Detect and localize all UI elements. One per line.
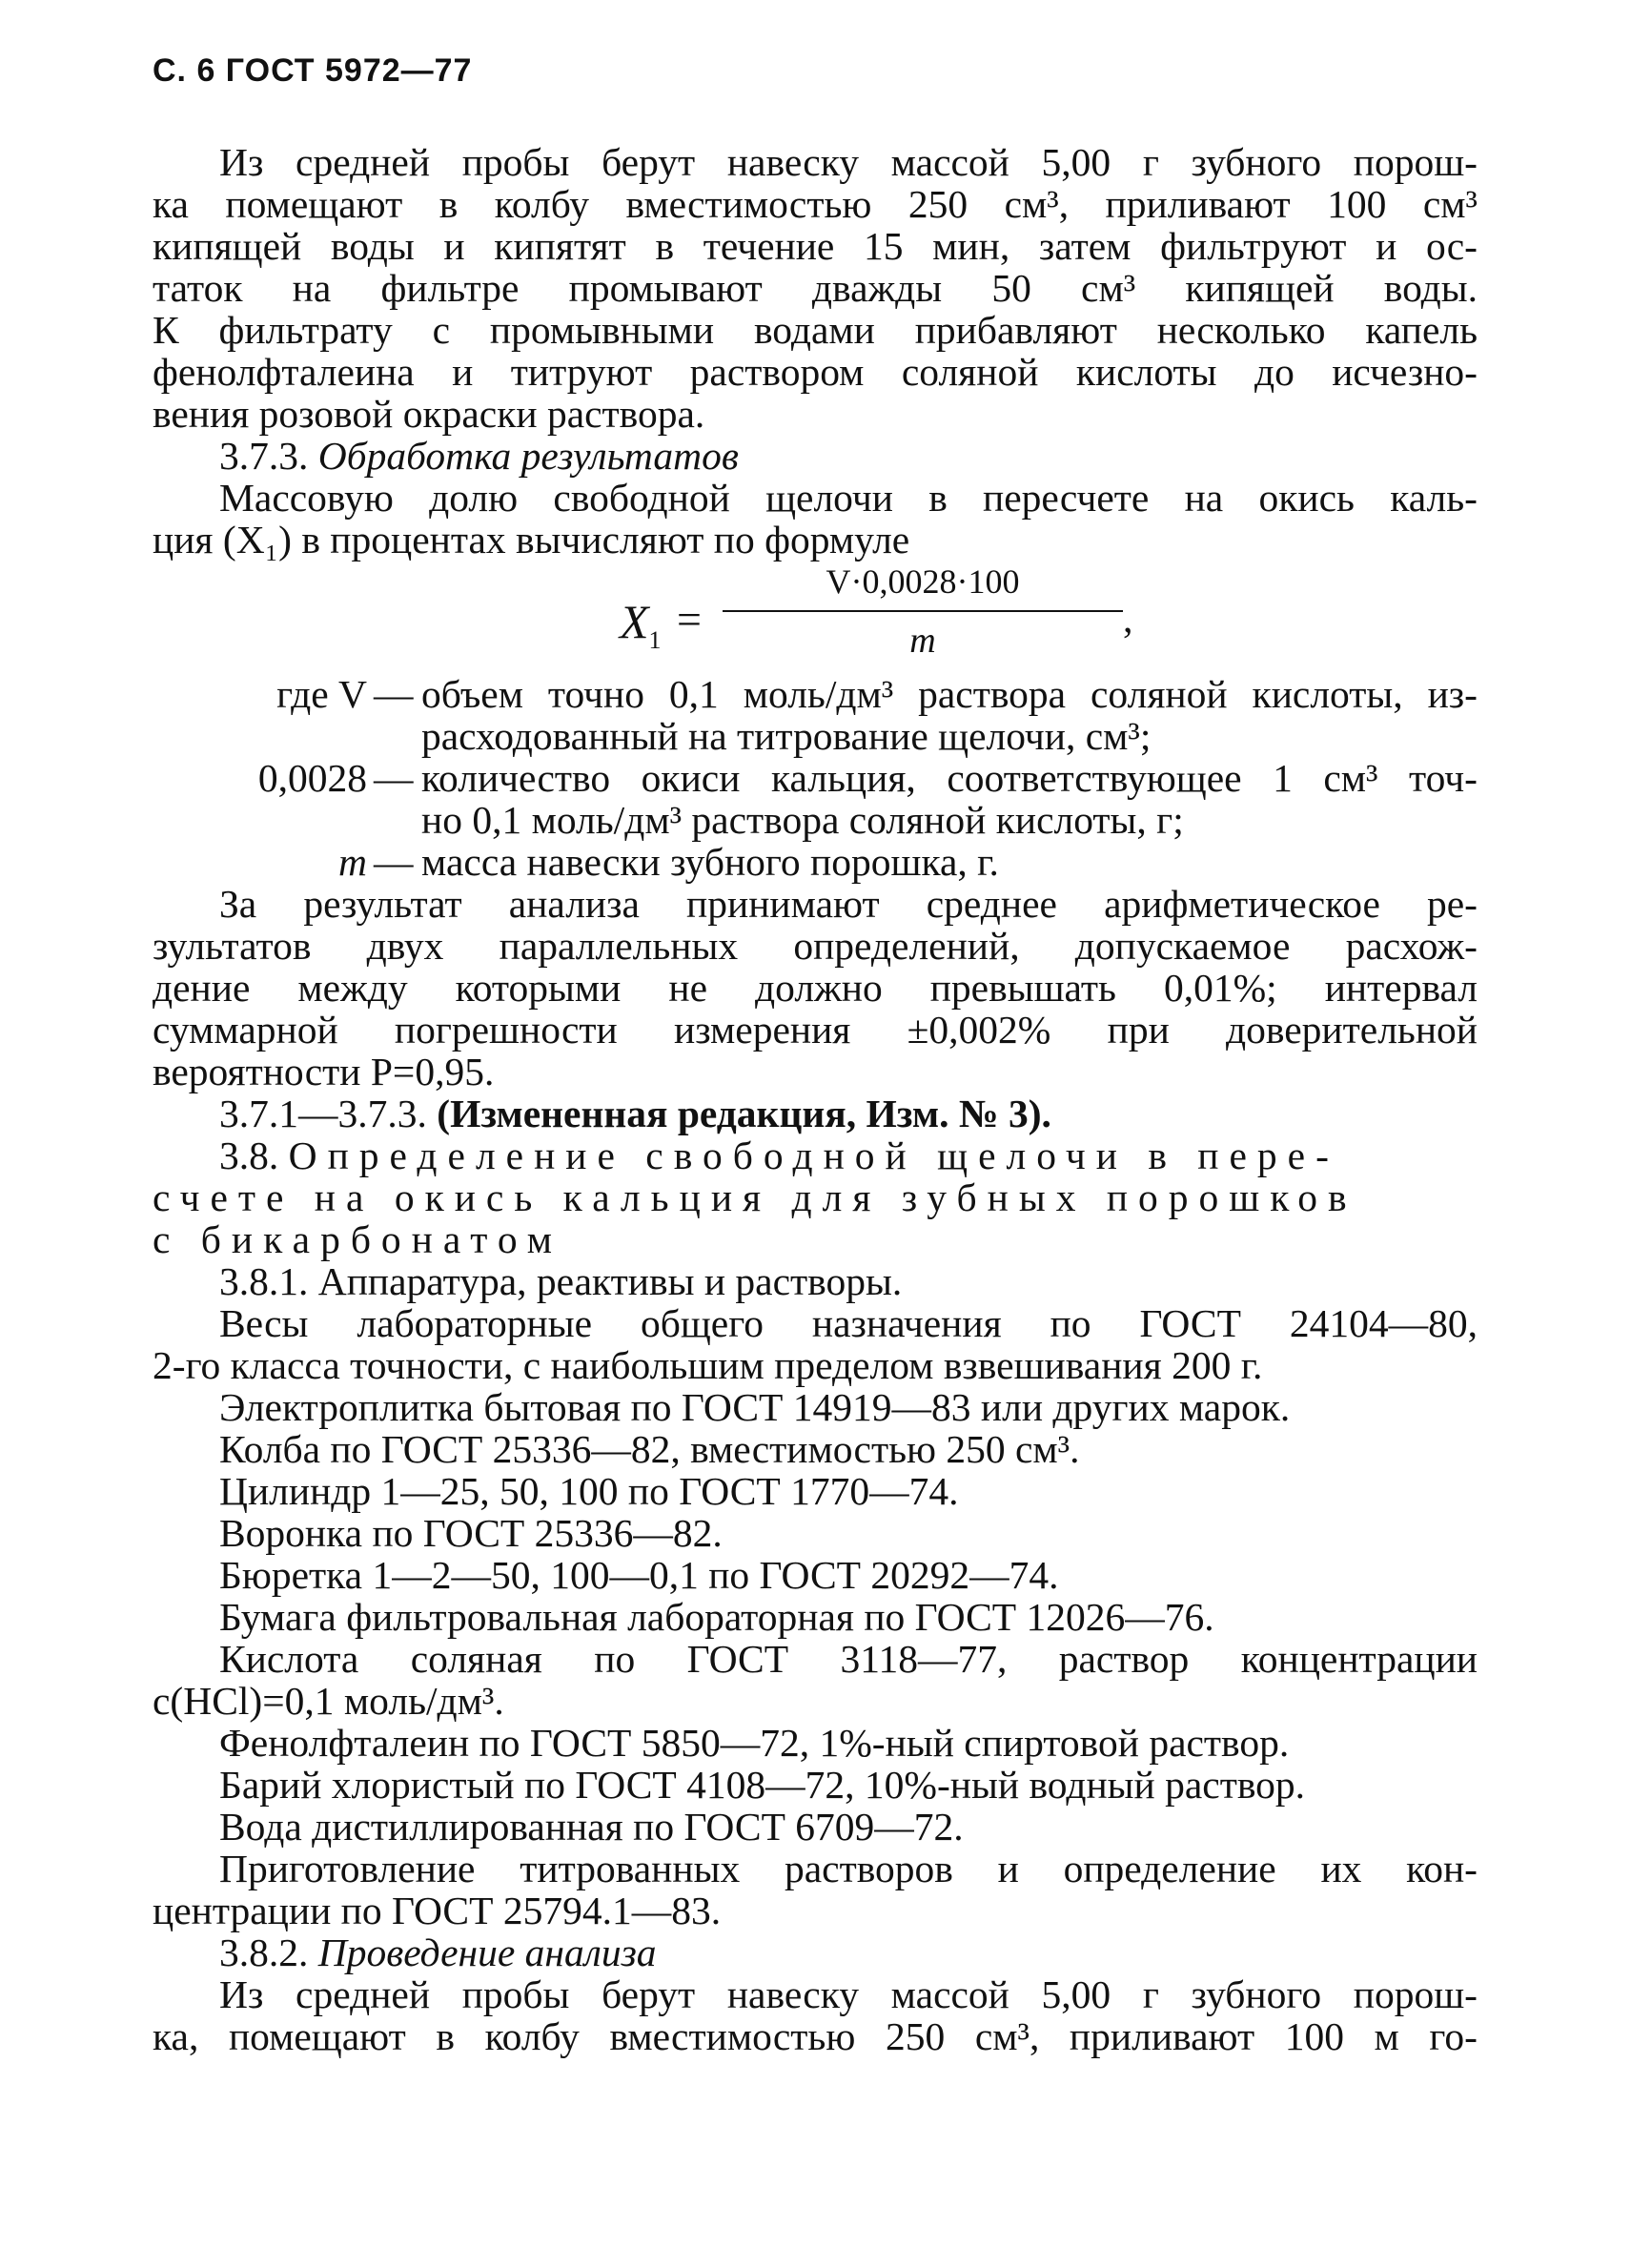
equipment-line-4: Колба по ГОСТ 25336—82, вместимостью 250 см³.	[219, 1427, 1080, 1471]
section-38-title-2: счете на окись кальция для зубных порошков	[153, 1175, 1357, 1219]
formula-equals: =	[677, 595, 702, 644]
amendment-text: (Измененная редакция, Изм. № 3).	[437, 1092, 1051, 1135]
equipment-line-11: Фенолфталеин по ГОСТ 5850—72, 1%-ный спиртовой раствор.	[219, 1721, 1290, 1765]
equipment-line-2: 2-го класса точности, с наибольшим пределом взвешивания 200 г.	[153, 1343, 1263, 1387]
formula-lhs-var: X	[620, 595, 649, 648]
para4-line-1: Приготовление титрованных растворов и определение их кон-	[219, 1847, 1478, 1890]
para5-line-1: Из средней пробы берут навеску массой 5,00 г зубного порош-	[219, 1972, 1478, 2016]
equipment-line-7: Бюретка 1—2—50, 100—0,1 по ГОСТ 20292—74.	[219, 1553, 1059, 1597]
fraction-bar	[723, 610, 1123, 612]
equipment-line-9: Кислота соляная по ГОСТ 3118—77, раствор концентрации	[219, 1637, 1478, 1681]
section-38-number: 3.8.	[219, 1134, 279, 1177]
para3-line-4: суммарной погрешности измерения ±0,002% при доверительной	[153, 1008, 1478, 1052]
equipment-line-8: Бумага фильтровальная лабораторная по ГОСТ 12026—76.	[219, 1595, 1214, 1639]
equipment-line-10: c(HCl)=0,1 моль/дм³.	[153, 1679, 504, 1723]
body-text	[153, 141, 1478, 2057]
legend-0028-dash: —	[374, 756, 414, 800]
para1-line-1: Из средней пробы берут навеску массой 5,00 г зубного порош-	[219, 140, 1478, 184]
formula-denominator: m	[909, 621, 936, 661]
formula-lhs-sub: 1	[648, 626, 662, 654]
legend-m-line-1: масса навески зубного порошка, г.	[421, 840, 999, 884]
formula	[153, 561, 1478, 673]
para1-line-7: вения розовой окраски раствора.	[153, 392, 705, 436]
legend-0028	[153, 757, 1478, 799]
para5-line-2: ка, помещают в колбу вместимостью 250 см³, приливают 100 м го-	[153, 2014, 1478, 2058]
para1-line-2: ка помещают в колбу вместимостью 250 см³, приливают 100 см³	[153, 182, 1478, 226]
section-373-heading	[153, 435, 1478, 477]
para1-line-3: кипящей воды и кипятят в течение 15 мин, затем фильтруют и ос-	[153, 224, 1478, 268]
legend-v-line-1: объем точно 0,1 моль/дм³ раствора соляной кислоты, из-	[421, 672, 1478, 716]
formula-numerator: V·0,0028·100	[826, 562, 1020, 601]
para3-line-2: зультатов двух параллельных определений, допускаемое расхож-	[153, 924, 1478, 968]
legend-v	[153, 673, 1478, 715]
legend-m-dash: —	[374, 840, 414, 884]
section-381-heading: 3.8.1. Аппаратура, реактивы и растворы.	[219, 1259, 903, 1303]
legend-v-dash: —	[374, 672, 414, 716]
amendment-range: 3.7.1—3.7.3.	[219, 1092, 427, 1135]
legend-0028-line-1: количество окиси кальция, соответствующее 1 см³ точ-	[421, 756, 1478, 800]
para3-line-3: дение между которыми не должно превышать 0,01%; интервал	[153, 966, 1478, 1010]
section-38-title-3: с бикарбонатом	[153, 1217, 563, 1261]
section-382-heading	[153, 1931, 1478, 1973]
para3-line-1: За результат анализа принимают среднее арифметическое ре-	[219, 882, 1478, 926]
equipment-line-6: Воронка по ГОСТ 25336—82.	[219, 1511, 723, 1555]
equipment-line-12: Барий хлористый по ГОСТ 4108—72, 10%-ный водный раствор.	[219, 1763, 1306, 1807]
page-header: С. 6 ГОСТ 5972—77	[153, 52, 473, 89]
legend-0028-line-2: но 0,1 моль/дм³ раствора соляной кислоты, г;	[421, 798, 1184, 842]
section-373-number: 3.7.3.	[219, 434, 309, 478]
para1-line-5: К фильтрату с промывными водами прибавляют несколько капель	[153, 308, 1478, 352]
section-38-title-1: Определение свободной щелочи в пере-	[288, 1134, 1339, 1177]
legend-m-key: m	[338, 840, 367, 884]
equipment-line-5: Цилиндр 1—25, 50, 100 по ГОСТ 1770—74.	[219, 1469, 959, 1513]
para3-line-5: вероятности Р=0,95.	[153, 1050, 495, 1093]
formula-comma: ,	[1123, 598, 1133, 642]
legend-v-key: где V	[276, 672, 367, 716]
para1-line-4: таток на фильтре промывают дважды 50 см³ кипящей воды.	[153, 266, 1478, 310]
legend-v-line-2: расходованный на титрование щелочи, см³;	[421, 714, 1152, 758]
section-382-title: Проведение анализа	[317, 1931, 657, 1974]
para2-line-2: ция (X₁) в процентах вычисляют по формуле	[153, 518, 910, 562]
equipment-line-3: Электроплитка бытовая по ГОСТ 14919—83 или других марок.	[219, 1385, 1291, 1429]
formula-lhs	[620, 595, 662, 654]
section-373-title: Обработка результатов	[317, 434, 739, 478]
section-382-number: 3.8.2.	[219, 1931, 309, 1974]
legend-m	[153, 841, 1478, 883]
para2-line-1: Массовую долю свободной щелочи в пересчете на окись каль-	[219, 476, 1478, 520]
para4-line-2: центрации по ГОСТ 25794.1—83.	[153, 1889, 722, 1932]
equipment-line-1: Весы лабораторные общего назначения по ГОСТ 24104—80,	[219, 1301, 1478, 1345]
para1-line-6: фенолфталеина и титруют раствором соляной кислоты до исчезно-	[153, 350, 1478, 394]
amendment-note	[153, 1093, 1478, 1134]
equipment-line-13: Вода дистиллированная по ГОСТ 6709—72.	[219, 1805, 964, 1849]
legend-0028-key: 0,0028	[257, 756, 367, 800]
section-38-line-1	[153, 1134, 1478, 1176]
